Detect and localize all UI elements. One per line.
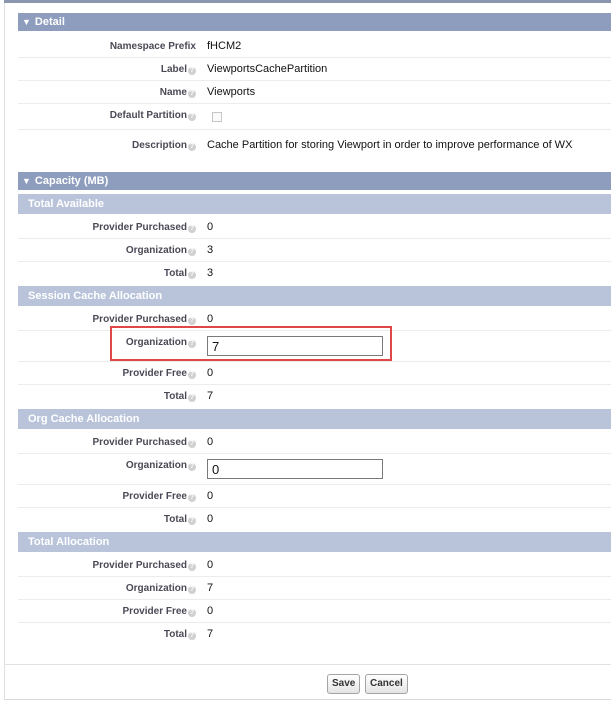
tal-organization-label [126, 583, 196, 594]
ta-provider-purchased-label [93, 222, 196, 233]
help-icon[interactable]: ? [189, 371, 195, 378]
tal-total-value: 7 [207, 628, 214, 640]
tal-provider-purchased-value: 0 [207, 559, 214, 571]
sc-provider-free-value: 0 [207, 367, 214, 379]
name-row [18, 81, 611, 104]
detail-section-header[interactable] [18, 13, 611, 31]
oc-provider-free-label [123, 491, 196, 502]
sc-provider-purchased-label [93, 314, 196, 325]
help-icon[interactable]: ? [189, 317, 195, 324]
label-value: ViewportsCachePartition [207, 63, 328, 75]
session-cache-header: Session Cache Allocation [18, 286, 611, 306]
highlight-box [110, 326, 392, 361]
sc-total-label-text: Total [163, 391, 187, 402]
description-row [18, 130, 611, 160]
help-icon[interactable]: ? [189, 225, 195, 232]
help-icon[interactable]: ? [189, 517, 195, 524]
oc-organization-row [18, 454, 611, 485]
name-field-label [160, 87, 196, 98]
oc-provider-purchased-value: 0 [207, 436, 214, 448]
help-icon[interactable]: ? [189, 609, 195, 616]
namespace-prefix-value: fHCM2 [207, 40, 242, 52]
cancel-button[interactable]: Cancel [365, 674, 408, 694]
name-value: Viewports [207, 86, 256, 98]
label-row [18, 58, 611, 81]
tal-organization-row [18, 577, 611, 600]
help-icon[interactable]: ? [189, 143, 195, 150]
help-icon[interactable]: ? [189, 586, 195, 593]
total-available-header: Total Available [18, 194, 611, 214]
sc-provider-free-label [123, 368, 196, 379]
help-icon[interactable]: ? [189, 563, 195, 570]
tal-total-label [164, 629, 196, 640]
ta-provider-purchased-value: 0 [207, 221, 214, 233]
tal-total-row [18, 623, 611, 645]
namespace-prefix-label: Namespace Prefix [109, 41, 196, 52]
detail-section-title: Detail [34, 16, 65, 28]
help-icon[interactable]: ? [189, 340, 195, 347]
description-label [132, 140, 196, 151]
oc-provider-purchased-label-text: Provider Purchased [92, 437, 187, 448]
ta-organization-row [18, 239, 611, 262]
help-icon[interactable]: ? [189, 67, 195, 74]
oc-provider-purchased-row [18, 431, 611, 454]
description-label-text: Description [131, 140, 187, 151]
namespace-prefix-row [18, 35, 611, 58]
ta-total-row [18, 262, 611, 284]
org-cache-header: Org Cache Allocation [18, 409, 611, 429]
total-allocation-header: Total Allocation [18, 532, 611, 552]
help-icon[interactable]: ? [189, 271, 195, 278]
oc-provider-free-label-text: Provider Free [122, 491, 187, 502]
tal-total-label-text: Total [163, 629, 187, 640]
ta-organization-value: 3 [207, 244, 214, 256]
sc-provider-purchased-value: 0 [207, 313, 214, 325]
tal-provider-free-row [18, 600, 611, 623]
ta-provider-purchased-row [18, 216, 611, 239]
oc-provider-free-row [18, 485, 611, 508]
ta-total-label-text: Total [163, 268, 187, 279]
help-icon[interactable]: ? [189, 394, 195, 401]
tal-organization-label-text: Organization [125, 583, 187, 594]
tal-provider-purchased-label-text: Provider Purchased [92, 560, 187, 571]
oc-organization-label [126, 460, 196, 471]
oc-total-row [18, 508, 611, 530]
name-field-label-text: Name [159, 87, 187, 98]
oc-total-value: 0 [207, 513, 214, 525]
ta-total-value: 3 [207, 267, 214, 279]
triangle-down-icon[interactable]: ▼ [22, 17, 31, 27]
footer-divider [4, 664, 611, 665]
default-partition-label-text: Default Partition [109, 110, 187, 121]
oc-provider-purchased-label [93, 437, 196, 448]
sc-total-label [164, 391, 196, 402]
description-value: Cache Partition for storing Viewport in order to improve performance of WX [207, 139, 573, 151]
sc-total-value: 7 [207, 390, 214, 402]
ta-organization-label [126, 245, 196, 256]
tal-provider-free-value: 0 [207, 605, 214, 617]
help-icon[interactable]: ? [189, 463, 195, 470]
label-field-label [161, 64, 196, 75]
help-icon[interactable]: ? [189, 632, 195, 639]
default-partition-checkbox [212, 112, 222, 122]
triangle-down-icon[interactable]: ▼ [22, 176, 31, 186]
ta-organization-label-text: Organization [125, 245, 187, 256]
ta-total-label [164, 268, 196, 279]
sc-provider-free-label-text: Provider Free [122, 368, 187, 379]
help-icon[interactable]: ? [189, 494, 195, 501]
oc-provider-free-value: 0 [207, 490, 214, 502]
capacity-section-header[interactable] [18, 172, 611, 190]
oc-organization-input[interactable] [207, 459, 383, 479]
tal-provider-purchased-row [18, 554, 611, 577]
tal-provider-free-label [123, 606, 196, 617]
tal-provider-free-label-text: Provider Free [122, 606, 187, 617]
ta-provider-purchased-label-text: Provider Purchased [92, 222, 187, 233]
save-button[interactable]: Save [327, 674, 360, 694]
oc-total-label [164, 514, 196, 525]
sc-organization-label-text: Organization [125, 337, 187, 348]
help-icon[interactable]: ? [189, 248, 195, 255]
tal-organization-value: 7 [207, 582, 214, 594]
capacity-section-title: Capacity (MB) [34, 175, 109, 187]
oc-total-label-text: Total [163, 514, 187, 525]
help-icon[interactable]: ? [189, 90, 195, 97]
oc-organization-label-text: Organization [125, 460, 187, 471]
help-icon[interactable]: ? [189, 113, 195, 120]
label-field-label-text: Label [160, 64, 187, 75]
sc-provider-free-row [18, 362, 611, 385]
default-partition-row [18, 104, 611, 130]
sc-provider-purchased-label-text: Provider Purchased [92, 314, 187, 325]
sc-total-row [18, 385, 611, 407]
tal-provider-purchased-label [93, 560, 196, 571]
default-partition-label [110, 110, 196, 121]
help-icon[interactable]: ? [189, 440, 195, 447]
